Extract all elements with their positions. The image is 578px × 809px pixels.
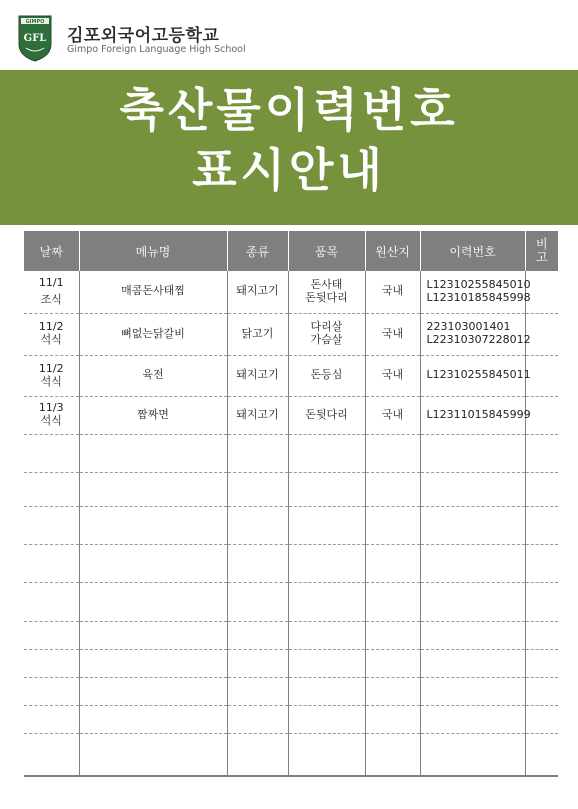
row-item: 다리살 가슴살 <box>288 313 365 355</box>
header-note: 비 고 <box>525 231 558 271</box>
empty-cell <box>24 544 79 582</box>
row-origin: 국내 <box>365 313 420 355</box>
empty-cell <box>525 472 558 506</box>
empty-cell <box>420 506 525 544</box>
empty-cell <box>525 621 558 649</box>
empty-cell <box>227 705 288 733</box>
row-kind: 돼지고기 <box>227 396 288 434</box>
empty-cell <box>365 677 420 705</box>
empty-cell <box>525 434 558 472</box>
empty-cell <box>420 621 525 649</box>
header-item: 품목 <box>288 231 365 271</box>
empty-cell <box>24 472 79 506</box>
row-menu: 육전 <box>79 355 227 396</box>
empty-cell <box>365 733 420 776</box>
empty-cell <box>288 733 365 776</box>
empty-cell <box>420 582 525 621</box>
empty-row <box>24 621 558 649</box>
empty-cell <box>24 582 79 621</box>
empty-cell <box>227 506 288 544</box>
empty-cell <box>420 472 525 506</box>
empty-cell <box>365 582 420 621</box>
empty-cell <box>365 621 420 649</box>
row-trace-number: L12311015845999 <box>420 396 525 434</box>
row-trace-number: L12310255845011 <box>420 355 525 396</box>
empty-cell <box>79 544 227 582</box>
empty-cell <box>365 544 420 582</box>
empty-cell <box>288 705 365 733</box>
empty-cell <box>525 705 558 733</box>
empty-cell <box>79 649 227 677</box>
header-trace-number: 이력번호 <box>420 231 525 271</box>
empty-cell <box>365 506 420 544</box>
empty-row <box>24 649 558 677</box>
empty-cell <box>288 472 365 506</box>
empty-cell <box>79 733 227 776</box>
row-menu: 짬짜면 <box>79 396 227 434</box>
empty-row <box>24 582 558 621</box>
row-item: 돈사태 돈뒷다리 <box>288 271 365 313</box>
empty-cell <box>227 582 288 621</box>
row-date: 11/1 조식 <box>24 271 79 313</box>
empty-cell <box>227 434 288 472</box>
empty-row <box>24 472 558 506</box>
empty-cell <box>79 434 227 472</box>
empty-cell <box>365 434 420 472</box>
empty-cell <box>24 677 79 705</box>
row-origin: 국내 <box>365 271 420 313</box>
empty-cell <box>79 621 227 649</box>
empty-cell <box>288 677 365 705</box>
empty-cell <box>227 649 288 677</box>
empty-cell <box>79 472 227 506</box>
school-header <box>0 0 578 70</box>
empty-cell <box>525 733 558 776</box>
empty-cell <box>525 582 558 621</box>
empty-cell <box>365 705 420 733</box>
empty-cell <box>525 649 558 677</box>
empty-row <box>24 506 558 544</box>
empty-cell <box>288 506 365 544</box>
banner-title-line2: 표시안내 <box>192 143 386 197</box>
row-origin: 국내 <box>365 396 420 434</box>
empty-row <box>24 434 558 472</box>
school-name: 김포외국어고등학교 <box>67 26 220 46</box>
header-menu: 메뉴명 <box>79 231 227 271</box>
row-menu: 매콤돈사태찜 <box>79 271 227 313</box>
table-header-row <box>24 231 558 271</box>
table-row <box>24 313 558 355</box>
row-trace-number: 223103001401 L22310307228012 <box>420 313 525 355</box>
empty-row <box>24 705 558 733</box>
empty-cell <box>79 677 227 705</box>
table-row <box>24 355 558 396</box>
empty-cell <box>227 621 288 649</box>
row-item: 돈뒷다리 <box>288 396 365 434</box>
empty-cell <box>288 621 365 649</box>
row-origin: 국내 <box>365 355 420 396</box>
empty-row <box>24 733 558 776</box>
empty-cell <box>24 733 79 776</box>
row-kind: 닭고기 <box>227 313 288 355</box>
header-kind: 종류 <box>227 231 288 271</box>
empty-cell <box>24 434 79 472</box>
school-logo-icon <box>18 14 52 62</box>
traceability-table <box>24 231 558 777</box>
logo-top-text: GIMPO <box>25 19 45 25</box>
empty-cell <box>420 677 525 705</box>
header-date: 날짜 <box>24 231 79 271</box>
row-item: 돈등심 <box>288 355 365 396</box>
empty-cell <box>365 472 420 506</box>
empty-cell <box>24 621 79 649</box>
empty-cell <box>24 649 79 677</box>
title-banner <box>0 70 578 225</box>
table-row <box>24 396 558 434</box>
row-date: 11/2 석식 <box>24 313 79 355</box>
empty-cell <box>288 649 365 677</box>
row-trace-number: L12310255845010 L12310185845998 <box>420 271 525 313</box>
banner-title-line1: 축산물이력번호 <box>119 83 459 137</box>
row-date: 11/2 석식 <box>24 355 79 396</box>
school-english-name: Gimpo Foreign Language High School <box>67 44 246 55</box>
empty-cell <box>525 544 558 582</box>
empty-cell <box>79 506 227 544</box>
empty-cell <box>525 506 558 544</box>
header-origin: 원산지 <box>365 231 420 271</box>
row-kind: 돼지고기 <box>227 271 288 313</box>
table-row <box>24 271 558 313</box>
empty-cell <box>79 705 227 733</box>
row-menu: 뼈없는닭갈비 <box>79 313 227 355</box>
empty-cell <box>420 733 525 776</box>
empty-cell <box>227 733 288 776</box>
row-date: 11/3 석식 <box>24 396 79 434</box>
empty-row <box>24 544 558 582</box>
empty-cell <box>79 582 227 621</box>
logo-text: GFL <box>23 33 47 44</box>
empty-cell <box>420 705 525 733</box>
empty-cell <box>227 544 288 582</box>
empty-cell <box>288 434 365 472</box>
empty-cell <box>525 677 558 705</box>
empty-cell <box>227 677 288 705</box>
empty-cell <box>420 434 525 472</box>
empty-cell <box>420 544 525 582</box>
empty-cell <box>288 544 365 582</box>
empty-cell <box>24 705 79 733</box>
empty-cell <box>24 506 79 544</box>
row-kind: 돼지고기 <box>227 355 288 396</box>
empty-cell <box>365 649 420 677</box>
empty-cell <box>288 582 365 621</box>
empty-cell <box>420 649 525 677</box>
empty-row <box>24 677 558 705</box>
empty-cell <box>227 472 288 506</box>
